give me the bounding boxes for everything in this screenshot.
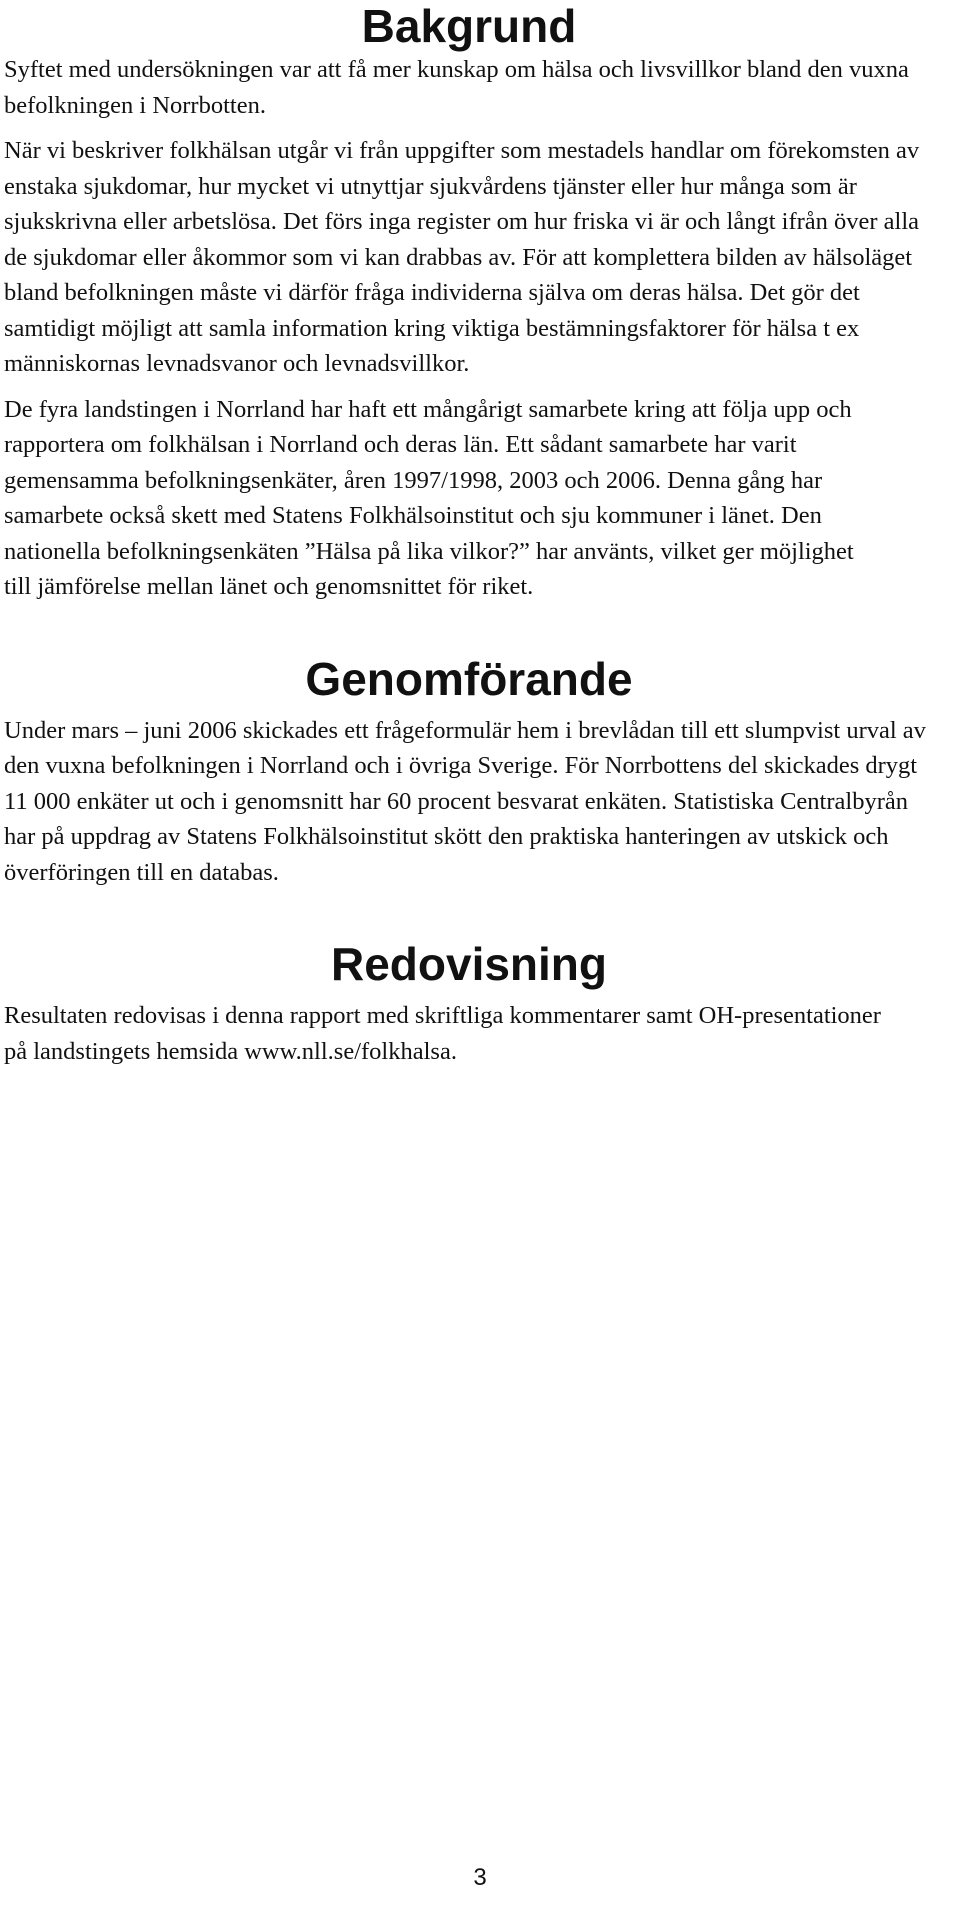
page-number: 3 <box>473 1864 487 1891</box>
redovisning-paragraph-1: Resultaten redovisas i denna rapport med skriftliga kommentarer samt OH-presentationer på landstingets hemsida www.nll.se/folkhalsa. <box>4 1002 881 1065</box>
document-page <box>4 0 934 1069</box>
bakgrund-paragraph-1: Syftet med undersökningen var att få mer kunskap om hälsa och livsvillkor bland den vuxna befolkningen i Norrbotten. <box>4 56 909 119</box>
section-title-bakgrund: Bakgrund <box>361 0 577 52</box>
section-title-redovisning: Redovisning <box>330 938 608 990</box>
genomforande-paragraph-1: Under mars – juni 2006 skickades ett frågeformulär hem i brevlådan till ett slumpvist urval av den vuxna befolkningen i Norrland och i övriga Sverige. För Norrbottens del skickades drygt 11 000 enkäter ut och i genomsnitt har 60 procent besvarat enkäten. Statistiska Centralbyrån har på uppdrag av Statens Folkhälsoinstitut skött den praktiska hanteringen av utskick och överföringen till en databas. <box>4 716 926 886</box>
bakgrund-paragraph-2: När vi beskriver folkhälsan utgår vi från uppgifter som mestadels handlar om förekomsten av enstaka sjukdomar, hur mycket vi utnyttjar sjukvårdens tjänster eller hur många som är sjukskrivna eller arbetslösa. Det förs inga register om hur friska vi är och långt ifrån över alla de sjukdomar eller åkommor som vi kan drabbas av. För att komplettera bilden av hälsoläget bland befolkningen måste vi därför fråga individerna själva om deras hälsa. Det gör det samtidigt möjligt att samla information kring viktiga bestämningsfaktorer för hälsa t ex människornas levnadsvanor och levnadsvillkor. <box>4 137 920 377</box>
section-title-genomforande: Genomförande <box>305 652 633 705</box>
bakgrund-paragraph-3: De fyra landstingen i Norrland har haft ett mångårigt samarbete kring att följa upp och rapportera om folkhälsan i Norrland och deras län. Ett sådant samarbete har varit gemensamma befolkningsenkäter, åren 1997/1998, 2003 och 2006. Denna gång har samarbete också skett med Statens Folkhälsoinstitut och sju kommuner i länet. Den nationella befolkningsenkäten ”Hälsa på lika vilkor?” har använts, vilket ger möjlighet till jämförelse mellan länet och genomsnittet för riket. <box>4 395 854 600</box>
